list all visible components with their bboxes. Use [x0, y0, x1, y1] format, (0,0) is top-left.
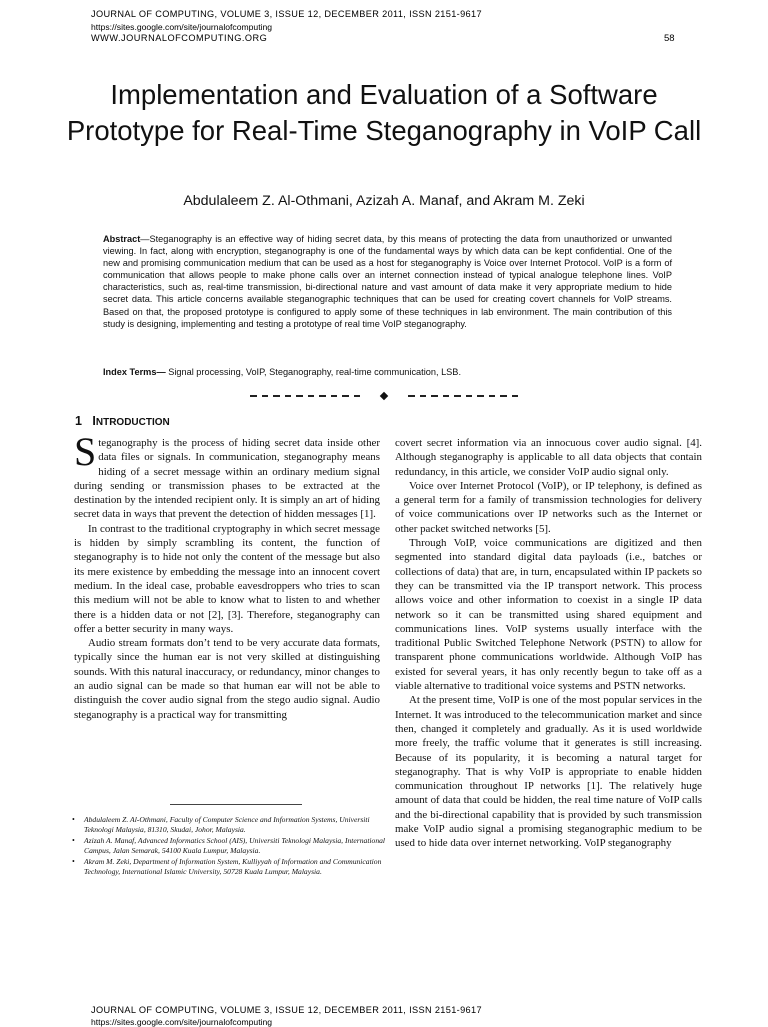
- running-header-journal: JOURNAL OF COMPUTING, VOLUME 3, ISSUE 12, DECEMBER 2011, ISSN 2151-9617: [91, 9, 482, 19]
- page-number: 58: [664, 33, 675, 44]
- index-terms-label: Index Terms—: [103, 367, 166, 377]
- section-heading: [75, 414, 170, 428]
- abstract: [103, 233, 672, 330]
- footnotes: [72, 815, 388, 878]
- footnote-item: • Azizah A. Manaf, Advanced Informatics School (AIS), Universiti Teknologi Malaysia, International Campus, Jalan Semarak, 54100 Kuala Lumpur, Malaysia.: [72, 836, 388, 856]
- right-column: [395, 436, 702, 851]
- running-footer-journal: JOURNAL OF COMPUTING, VOLUME 3, ISSUE 12, DECEMBER 2011, ISSN 2151-9617: [91, 1005, 482, 1015]
- abstract-text: —Steganography is an effective way of hiding secret data, by this means of protecting the data from unauthorized or unwanted viewing. In fact, along with encryption, steganography is one of the fundamental ways by which data can be kept confidential. One of the new and promising communication medium that can be used as a host for steganography is Voice over Internet Protocol. VoIP is a form of communication that allows people to make phone calls over an internet connection instead of typical analogue telephone lines. VoIP characteristics, such as, real-time transmission, bi-directional nature and vast amount of data make it very appropriate medium to hide secret data. This article concerns available steganographic techniques that can be used for creating covert channels for VoIP streams. Based on that, the proposed prototype is configured to apply some of these techniques in lab environment. The main contribution of this study is designing, implementing and testing a prototype of real time VoIP steganography.: [103, 234, 672, 329]
- section-title-rest: NTRODUCTION: [95, 417, 170, 428]
- paragraph: At the present time, VoIP is one of the most popular services in the Internet. It was introduced to the telecommunication market and since then, changed it completely and gradually. As it is used worldwide more freely, the traffic volume that it generates is still increasing. Because of its popularity, it is becoming a natural target for steganography. That is why VoIP is appropriate to enable hidden communication throughout IP networks [1]. The relatively huge amount of data that could be hidden, the real time nature of VoIP calls and the bi-directional capability that is provided by such transmission make VoIP audio signal a promising steganographic medium to be used to hide data over internet networking. VoIP steganography: [395, 694, 702, 850]
- footnote-rule: [170, 804, 302, 805]
- left-column: [74, 429, 380, 722]
- paragraph: covert secret information via an innocuous cover audio signal. [4]. Although steganography is applicable to all data objects that contain redundancy, in this article, we consider VoIP audio signal only.: [395, 437, 702, 478]
- index-terms: [103, 367, 672, 377]
- running-footer-url[interactable]: https://sites.google.com/site/journalofcomputing: [91, 1017, 273, 1027]
- running-header-url[interactable]: https://sites.google.com/site/journalofcomputing: [91, 22, 273, 32]
- footnote-item: • Abdulaleem Z. Al-Othmani, Faculty of Computer Science and Information Systems, Universiti Teknologi Malaysia, 81310, Skudai, Johor, Malaysia.: [72, 815, 388, 835]
- section-number: 1: [75, 414, 82, 428]
- abstract-label: Abstract: [103, 234, 141, 244]
- section-title-initial: I: [92, 414, 96, 428]
- section-divider: [250, 388, 518, 404]
- divider-dashes-left: [250, 395, 360, 396]
- author-list: Abdulaleem Z. Al-Othmani, Azizah A. Manaf, and Akram M. Zeki: [183, 193, 585, 209]
- paragraph: [74, 429, 380, 522]
- paragraph-text: teganography is the process of hiding secret data inside other data files or signals. In communication, steganography means hiding of a secret message within an ordinary medium signal during sending or transmission phases to be extracted at the destination by the intended recipient only. It is simply an art of hiding secret data in ways that prevent the detection of hidden messages [1].: [74, 437, 380, 521]
- paragraph: Audio stream formats don’t tend to be very accurate data formats, typically since the human ear is not very skilled at distinguishing sounds. With this natural inaccuracy, or redundancy, minor changes to an audio signal can be made so that human ear will not be able to distinguish the cover audio signal from the stego audio signal. Audio steganography is a practical way for transmitting: [74, 637, 380, 721]
- index-terms-text: Signal processing, VoIP, Steganography, real-time communication, LSB.: [165, 367, 461, 377]
- divider-diamond-icon: [380, 392, 388, 400]
- running-header-website[interactable]: WWW.JOURNALOFCOMPUTING.ORG: [91, 33, 268, 43]
- paragraph: Voice over Internet Protocol (VoIP), or IP telephony, is defined as a general term for a family of transmission technologies for delivery of voice communications over IP networks such as the Internet or other packet switched networks [5].: [395, 479, 702, 535]
- drop-cap: S: [74, 429, 97, 474]
- paper-title: Implementation and Evaluation of a Software Prototype for Real-Time Steganography in VoIP Call: [66, 79, 702, 146]
- divider-dashes-right: [408, 395, 518, 396]
- paragraph: Through VoIP, voice communications are digitized and then segmented into standard digital data payloads (i.e., batches or collections of data) that are, in turn, encapsulated within IP packets so they can be transmitted via the IP transport network. This process allows voice and other information to coexist in a single IP data network so it can be transmitted using shared equipment and communications lines. VoIP systems usually interface with the traditional Public Switched Telephone Network (PSTN) to allow for transparent phone communications worldwide. Although VoIP has existed for several years, it has only recently begun to take off as a viable alternative to traditional voice systems and PSTN networks.: [395, 537, 702, 693]
- footnote-item: • Akram M. Zeki, Department of Information System, Kulliyyah of Information and Communication Technology, International Islamic University, 50728 Kuala Lumpur, Malaysia.: [72, 857, 388, 877]
- paragraph: In contrast to the traditional cryptography in which secret message is hidden by simply scrambling its content, the function of steganography is to hide not only the content of the message but also its mere existence by embedding the message into an innocent covert medium. In the ideal case, probable eavesdroppers who tries to scan this medium will not be able to know what to listen to and whether there is a hidden data or not [2], [3]. Therefore, steganography can offer a better security in many ways.: [74, 522, 380, 635]
